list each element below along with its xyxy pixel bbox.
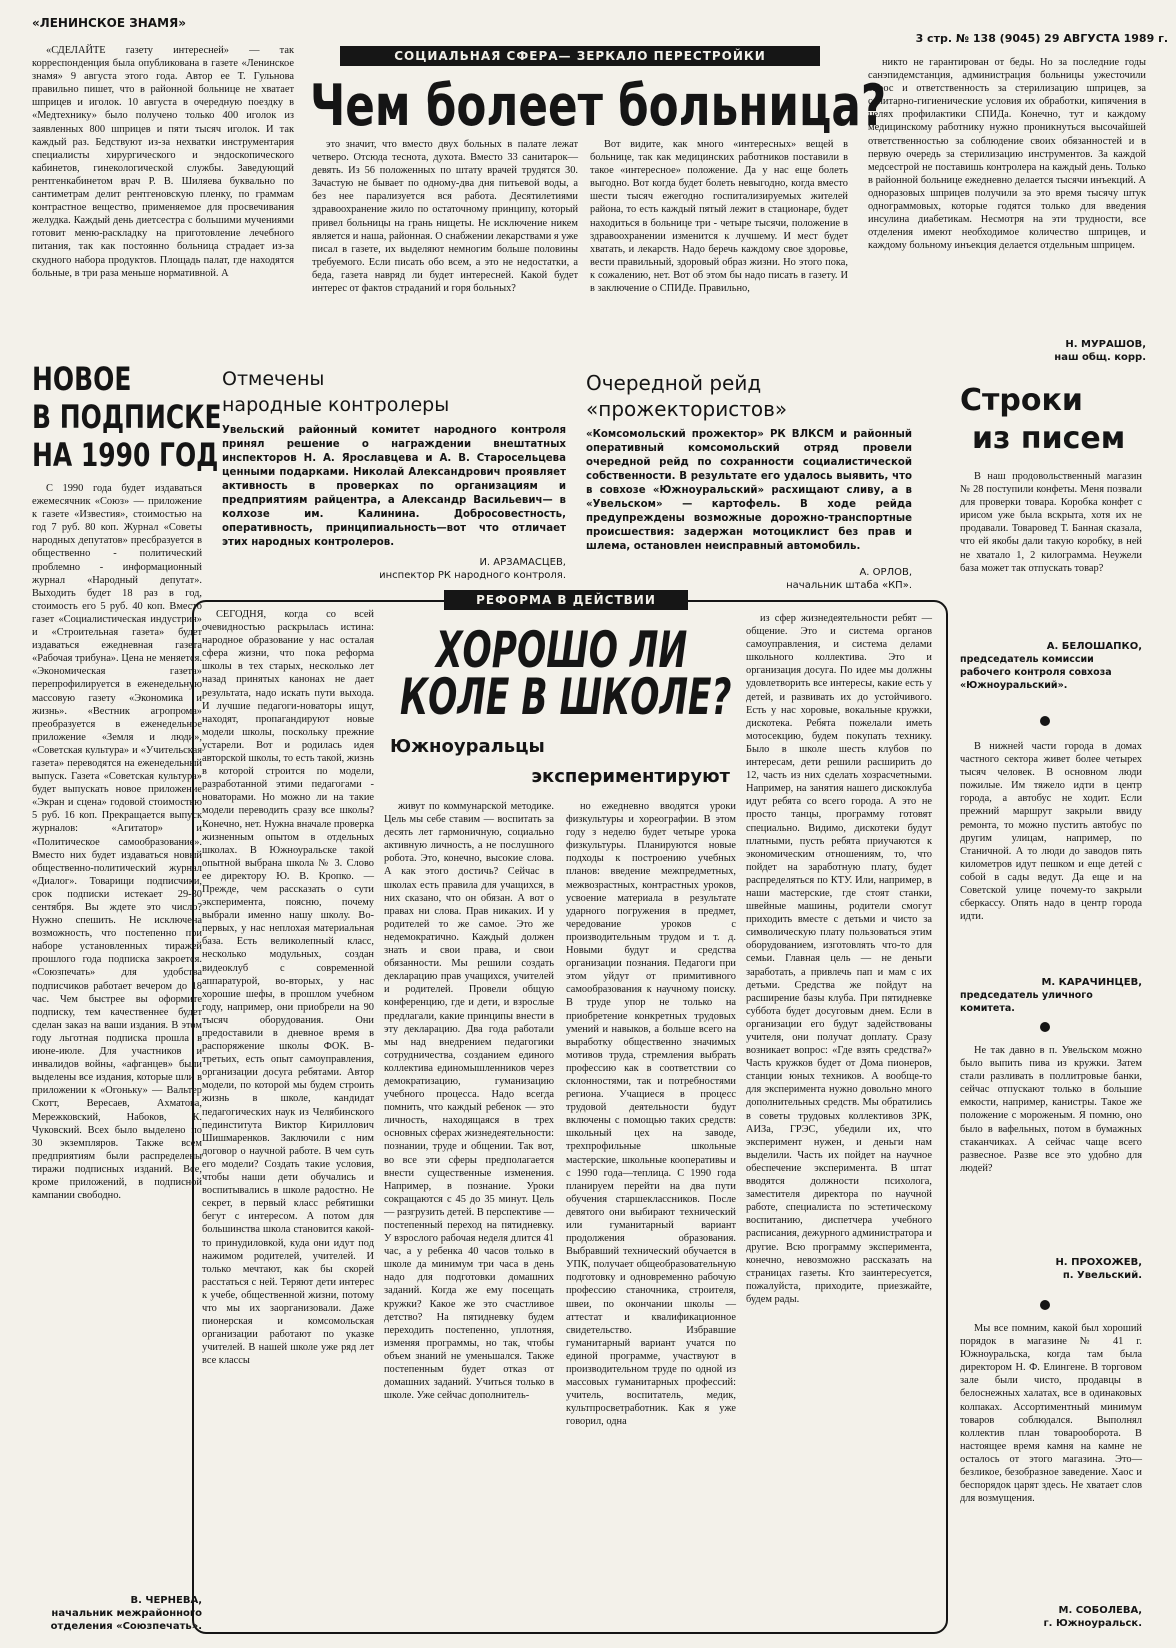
raid-body: «Комсомольский прожектор» РК ВЛКСМ и районный оперативный комсомольский отряд провели очередной рейд по сохранности социалистической собственности. В результате его удалось выявить, что в совхозе «Южноуральский» расхищают сливу, а в «Увельском» — картофель. В ходе рейда предупреждены возможные дорожно-транспортные происшествия: задержан мотоциклист без прав и шлема, остановлен неисправный автомобиль. bbox=[586, 429, 912, 552]
school-title-line-1: ХОРОШО ЛИ bbox=[436, 621, 688, 680]
subscription-title bbox=[32, 360, 222, 474]
school-rubric: РЕФОРМА В ДЕЙСТВИИ bbox=[444, 590, 688, 610]
school-title bbox=[400, 618, 740, 738]
subscription-signature: В. ЧЕРНЕВА, начальник межрайонного отделения «Союзпечать». bbox=[50, 1595, 202, 1632]
hospital-column-4: никто не гарантирован от беды. Но за последние годы санэпидемстанция, администрация больницы ужесточили спрос и ответственность за стерилизацию шприцев, за санитарно-гигиенические условия их обработки, кипячения в целях профилактики СПИДа. Конечно, тут и каждому медицинскому работнику нужно проникнуться высочайшей ответственностью за соблюдение своих обязанностей и в первую очередь за стерилизацию инструментов. За каждой медсестрой не поставишь контролера на каждый день. Только в районной больнице ежедневно делается тысячи инъекций. А одноразовых шприцев получили за это время тысячу штук однограммовых, которые годятся только для введения инсулина диабетикам. Несмотря на эти трудности, все отделения имеют необходимое количество шприцев, и каждому больному инъекция делается отдельным шприцем. bbox=[868, 57, 1146, 252]
school-title-line-2: КОЛЕ В ШКОЛЕ? bbox=[400, 668, 732, 727]
school-column-3: но ежедневно вводятся уроки физкультуры и хореографии. В этом году з неделю будет четыре урока физкультуры. Планируются новые подходы к построению учебных планов: введение межпредметных, межвозрастных, контрастных уроков, усвоение материала в результате ударного погружения в предмет, чередование уроков с производительным трудом и т. д. Новыми будут и средства организации познания. Педагоги при этом уйдут от примитивного самообразования к научному поиску. В труде упор не только на приобретение конкретных трудовых умений и навыков, а больше всего на выработку общественно значимых мотивов труда, стремления выбрать профессию как в соответствии со склонностями, так и потребностями региона. Учащиеся в процесс трудовой деятельности будут включены с помощью таких средств: школьный цех на заводе, трехпрофильные школьные мастерские, школьные кооперативы и с 1990 года—теплица. С 1990 года планируем перейти на два пути обучения старшеклассников. После девятого они выбирают технический или гуманитарный вариант продолжения образования. Выбравший технический обучается в УПК, получает общеобразовательную подготовку и одновременно рабочую профессию станочника, строителя, швеи, по окончании школы — аттестат и квалификационное свидетельство. Избравшие гуманитарный вариант учатся по единой программе, участвуют в производительном труде по одной из массовых гуманитарных профессий: учитель, воспитатель, медик, культпросветработник. Как я уже говорил, одна bbox=[566, 801, 736, 1428]
controllers-body: Увельский районный комитет народного контроля принял решение о награждении внештатных инспекторов Н. А. Ярославцева и А. В. Старосельцева ценными подарками. Николай Александрович проявляет активность в проверках по организациям и предприятиям райцентра, а Александр Васильевич— в колхозе им. Калинина. Добросовестность, оперативность, принципиальность—вот что отличает этих народных контролеров. bbox=[222, 425, 566, 548]
letter-4-signature: М. СОБОЛЕВА, г. Южноуральск. bbox=[1043, 1605, 1142, 1629]
hospital-title-box bbox=[310, 72, 887, 142]
letters-separator bbox=[1040, 1300, 1050, 1310]
hospital-column-3: Вот видите, как много «интересных» вещей в больнице, так как медицинских работников поставили в такое «интересное» положение. Да у нас еще болеть выгодно. Вот когда будет болеть невыгодно, когда вместо шести тысяч ежегодно госпитализируемых жителей района, то есть каждый пятый лежит в стационаре, будет находиться в больнице три - четыре тысячи, положение в здравоохранении изменится к лучшему. И мест будет хватать, и лекарств. Надо беречь каждому свое здоровье, вести правильный, здоровый образ жизни. Но этого пока, к сожалению, нет. Вот об этом бы надо писать в газету. И в заключение о СПИДе. Правильно, bbox=[590, 139, 848, 295]
subscription-title-line-1: НОВОЕ bbox=[32, 360, 132, 398]
subscription-body: С 1990 года будет издаваться ежемесячник «Союз» — приложение к газете «Известия», стоимостью на год 7 руб. 80 коп. Журнал «Советы народных депутатов» пресбразуется в общественно - политический проблемно - информационный журнал «Народный депутат». Выходить будет 18 раз в год, стоимость его 5 руб. 40 коп. Вместо газет «Социалистическая индустрия» и «Строительная газета» будет издаваться ежедневная газета «Рабочая трибуна». Цена не меняется. «Экономическая газета» перепрофилируется в еженедельную массовую газету «Экономика и жизнь». «Вестник агропрома» преобразуется в еженедельное приложение «Земля и люди», «Советская культура» и «Учительская газета» переводятся на еженедельный выпуск. Газета «Советская культура» будет выпускать новое приложение «Экран и сцена» годовой стоимостью 5 руб. 16 коп. Прекращается выпуск журналов: «Агитатор» и «Политическое самообразование». Вместо них будет издаваться новый общественно-политический журнал «Диалог». Товарищи подписчики, срок подписки истекает 29-30 сентября. Вы ждете это число? Нужно спешить. Не исключена возможность, что постепенно при наборе установленных тиражей прошлого года подписка закроется. «Союзпечать» для удобства подписчиков работает вечером до 18 час. Чем быстрее вы оформите подписку, тем качественнее будет сделан заказ на ваши издания. В этом году льготная подписка прошла в июне-июле. Для участников и инвалидов войны, «афганцев» были выделены все издания, которые шли в приложении к «Огоньку» — Вальтер Скотт, Вересаев, Ахматова, Мережковский, Набоков, К. Чуковский. Всех было выделено по 30 экземпляров. Также всем предприятиям были распределены тиражи подписных изданий. Все, кроме приложений, в подписной кампании свободно. bbox=[32, 483, 202, 1202]
hospital-column-1: «СДЕЛАЙТЕ газету интересней» — так корреспонденция была опубликована в газете «Ленинское знамя» 9 августа этого года. Автор ее Т. Гульнова правильно пишет, что в районной больнице не хватает шприцев и иголок. 10 августа в очередную поездку в «Медтехнику» было получено только 400 иголок из заявленных 800 шприцев и пяти тысяч иголок. И так каждый раз. Бедствуют из-за нехватки инструментария специалисты хирургического и эндоскопического кабинетов, гинекологической службы. Заведующий рентгенкабинетом врач Р. В. Шиляева буквально по сантиметрам делит рентгеновскую пленку, по граммам контрастное вещество, применяемое для просвечивания желудка. Каждый день диетсестра с большими мучениями готовит меню-раскладку на приготовление лечебного питания, так как постоянно больница страдает из-за скудного набора продуктов. Площадь палат, где находятся больные, в три раза меньше нормативной. А bbox=[32, 45, 294, 279]
school-subtitle: Южноуральцы экспериментируют bbox=[390, 736, 730, 787]
raid-title: Очередной рейд «прожектористов» bbox=[586, 371, 788, 421]
letter-3-signature: Н. ПРОХОЖЕВ, п. Увельский. bbox=[1055, 1257, 1142, 1281]
controllers-title: Отмечены народные контролеры bbox=[222, 368, 450, 416]
letters-separator bbox=[1040, 716, 1050, 726]
letter-1: В наш продовольственный магазин № 28 поступили конфеты. Меня позвали для проверки товара. Коробка конфет с ирисом уже была вскрыта, хотя их не продавали. Товаровед Т. Банная сказала, что ей якобы дали такую коробку, в ней не хватало 1, 2 килограмма. Неужели база может так отпускать товар? bbox=[960, 471, 1142, 574]
letter-3: Не так давно в п. Увельском можно было выпить пива из кружки. Затем стали разливать в поллитровые банки, сейчас отпускают только в большие емкости, например, канистры. Такое же положение с мороженым. Я помню, оно было в вафельных, потом в бумажных стаканчиках. А сейчас чаще всего развесное. Разве все это удобно для людей? bbox=[960, 1045, 1142, 1174]
hospital-signature: Н. МУРАШОВ, наш общ. корр. bbox=[1054, 339, 1146, 363]
raid-signature: А. ОРЛОВ, начальник штаба «КП». bbox=[786, 567, 912, 591]
hospital-title: Чем болеет больница? bbox=[310, 73, 887, 140]
hospital-rubric: СОЦИАЛЬНАЯ СФЕРА— ЗЕРКАЛО ПЕРЕСТРОЙКИ bbox=[340, 46, 820, 66]
subscription-title-line-2: В ПОДПИСКЕ bbox=[32, 398, 222, 436]
controllers-signature: И. АРЗАМАСЦЕВ, инспектор РК народного контроля. bbox=[379, 557, 566, 581]
letters-title: Строки из писем bbox=[960, 383, 1126, 456]
issue-info: 3 стр. № 138 (9045) 29 АВГУСТА 1989 г. bbox=[915, 32, 1168, 45]
hospital-column-2: это значит, что вместо двух больных в палате лежат четверо. Отсюда теснота, духота. Вместо 33 санитарок—девять. Из 56 положенных по штату врачей трудятся 30. Зачастую не бывает по одному-два дня питьевой воды, а без нее парализуется вся работа. Десятилетиями здравоохранение жило по остаточному принципу, который привел больницы на грань нищеты. Не исключение никем является и наша, районная. О снабжении лекарствами я уже писал в газете, их выделяют немногим больше половины требуемого. Если писать обо всем, а это не недостатки, а беда, газета навряд ли будет интересней. Какой будет интерес от фактов страданий и горя больных? bbox=[312, 139, 578, 295]
letters-separator bbox=[1040, 1022, 1050, 1032]
school-column-2: живут по коммунарской методике. Цель мы себе ставим — воспитать за десять лет гармоничную, социально активную личность, а не послушного робота. Это, конечно, высокие слова. А как этого достичь? Сейчас в школах есть правила для учащихся, в них сказано, что он обязан. А вот о правах ни слова. Прав никаких. И у родителей то же самое. Это же недемократично. Каждый должен знать и свои права, и свои обязанности. Мы решили создать декларацию прав учащихся, учителей и родителей. Провели общую конференцию, где и дети, и взрослые предлагали, какие принципы внести в эту декларацию. Два года работали мы над внедрением педагогики сотрудничества, созданием единого коллектива единомышленников через демократизацию, гуманизацию учебного процесса. Надо всегда помнить, что каждый ребенок — это личность, находящаяся в трех основных сферах жизнедеятельности: познании, труде и общении. Так вот, во все эти сферы предполагается внести существенные изменения. Например, в познание. Уроки сокращаются с 45 до 35 минут. Цель — разгрузить детей. В перспективе — постепенный переход на пятидневку. У взрослого рабочая неделя длится 41 час, а у ребенка 40 часов только в школе да минимум три часа в день надо для подготовки домашних заданий. Когда же ему посещать кружки? Какое же это счастливое детство? На пятидневку будем переходить постепенно, уплотняя, изменяя программы, но так, чтобы объем знаний не уменьшался. Также постепенным будет отказ от домашних заданий. Учиться только в школе. Уже сейчас дополнитель- bbox=[384, 801, 554, 1402]
letter-2-signature: М. КАРАЧИНЦЕВ, председатель уличного комитета. bbox=[960, 977, 1142, 1014]
letter-4: Мы все помним, какой был хороший порядок в магазине № 41 г. Южноуральска, когда там была директором Н. Ф. Елингене. В торговом зале были чисто, продавцы в белоснежных халатах, все в одинаковых колпаках. Ассортиментный минимум товаров соблюдался. Выполнял коллектив план товарооборота. В настоящее время камня на камне не осталось от этого магазина. Это—безликое, безобразное заведение. Хаос и беспорядок царят здесь. Не хватает слов для возмущения. bbox=[960, 1323, 1142, 1505]
school-column-4: из сфер жизнедеятельности ребят — общение. Это и система органов самоуправления, и система делами школьного коллектива. Это и организация досуга. По идее мы должны удовлетворить все интересы, какие есть у детей, и развивать их до устойчивого. Есть у нас хоровые, вокальные кружки, дискотека. Ребята пожелали иметь мотосекцию, будем покупать технику. Было в школе шесть клубов по интересам, дети решили расширить до 12, часть из них сделать хозрасчетными. Например, на занятия нашего дискоклуба идут ребята со всего города. А это не просто танцы, программу готовят специально. Видимо, дискотеки будут платными, пусть ребята приучаются к экономическим отношениям, то, что пойдет на заработную плату, будет распределяться по КТУ. Или, например, в наши мастерские, где стоят станки, швейные машины, родители смогут приходить вместе с детьми и чисто за символическую плату пользоваться этим оборудованием, изготовлять что-то для семьи. Главная цель — не деньги заработать, а привлечь пап и мам с их детьми. Средства же пойдут на расширение базы клуба. При пятидневке суббота будет досуговым днем. Если в организации его будут задействованы учителя, они получат доплату. Сразу возникает вопрос: «Где взять средства?» Часть кружков будет от Дома пионеров, станции юных техников. А вообще-то для эксперимента нужно довольно много дополнительных средств. Мы обратились в советы трудовых коллективов ЗРК, АИЗа, ГРЭС, убедили их, что эксперимент нужен, и деньги нам выделили. Часть их пойдет на научное обеспечение эксперимента. В штат вводятся должности психолога, заместителя директора по научной работе, специалиста по эстетическому воспитанию, диспетчера учебного расписания, дежурного администратора и другие. Всю программу эксперимента, конечно, невозможно рассказать на страницах газеты. Кто заинтересуется, пожалуйста, приходите, приезжайте, будем рады. bbox=[746, 613, 932, 1305]
subscription-title-line-3: НА 1990 ГОД bbox=[32, 436, 219, 474]
letter-1-signature: А. БЕЛОШАПКО, председатель комиссии рабочего контроля совхоза «Южноуральский». bbox=[960, 641, 1142, 691]
letter-2: В нижней части города в домах частного сектора живет более четырех тысяч человек. В основном люди пожилые. Им тяжело идти в центр города, а автобус не ходит. Если прежний маршрут закрыли ввиду ремонта, то можно пустить автобус по другим улицам, например, по Станичной. А то люди до заводов пять километров идут пешком и еще детей с собой в сады ведут. Да еще и на Советской улице почему-то закрыли сберкассу. Опять надо в центр города идти. bbox=[960, 741, 1142, 923]
paper-name: «ЛЕНИНСКОЕ ЗНАМЯ» bbox=[32, 16, 187, 30]
school-column-1: СЕГОДНЯ, когда со всей очевидностью раскрылась истина: народное образование у нас осталая сфера жизни, что пока реформа школы в тех старых, несколько лет назад принятых канонах не дает результата, надо искать пути выхода. И лучшие педагоги-новаторы ищут, находят, пропагандируют новые модели школы, поскольку прежние устарели. Вот и родилась идея авторской школы, то есть такой, жизнь в которой строится по модели, разработанной этими педагогами - новаторами. Но можно ли на такие модели переводить сразу все школы? Конечно, нет. Нужна вначале проверка жизненным опытом в отдельных школах. В Южноуральске такой опытной выбрана школа № 3. Слово ее директору Ю. В. Кропко. — Прежде, чем рассказать о сути эксперимента, поясню, почему выбрали именно нашу школу. Во-первых, у нас неплохая материальная база. Есть великолепный класс, несколько модульных, создан видеоклуб с современной аппаратурой, во-вторых, у нас хорошие шефы, в прошлом учебном году, например, они приобрели на 90 тысяч оборудования. Они предоставили в дневное время в распоряжение школы ФОК. В-третьих, есть опыт самоуправления, организации досуга ребятами. Автор модели, по которой мы будем строить жизнь в школе, кандидат педагогических наук из Челябинского пединститута Виктор Кириллович Шишмаренков. Заключили с ним договор о научной работе. В чем суть его модели? Создать такие условия, чтобы наши дети обучались и воспитывались в школе радостно. Не секрет, в первый класс ребятишки бегут с интересом. А потом для большинства школа становится какой-то принудиловкой, куда они идут под нажимом родителей, учителей. И только мечтают, как бы скорей расстаться с ней. Теряют дети интерес к учебе, общественной жизни, потому что мы их заорганизовали. Даже пионерская и комсомольская организации работают по указке учителей. В нашей школе уже ряд лет все классы bbox=[202, 609, 374, 1367]
